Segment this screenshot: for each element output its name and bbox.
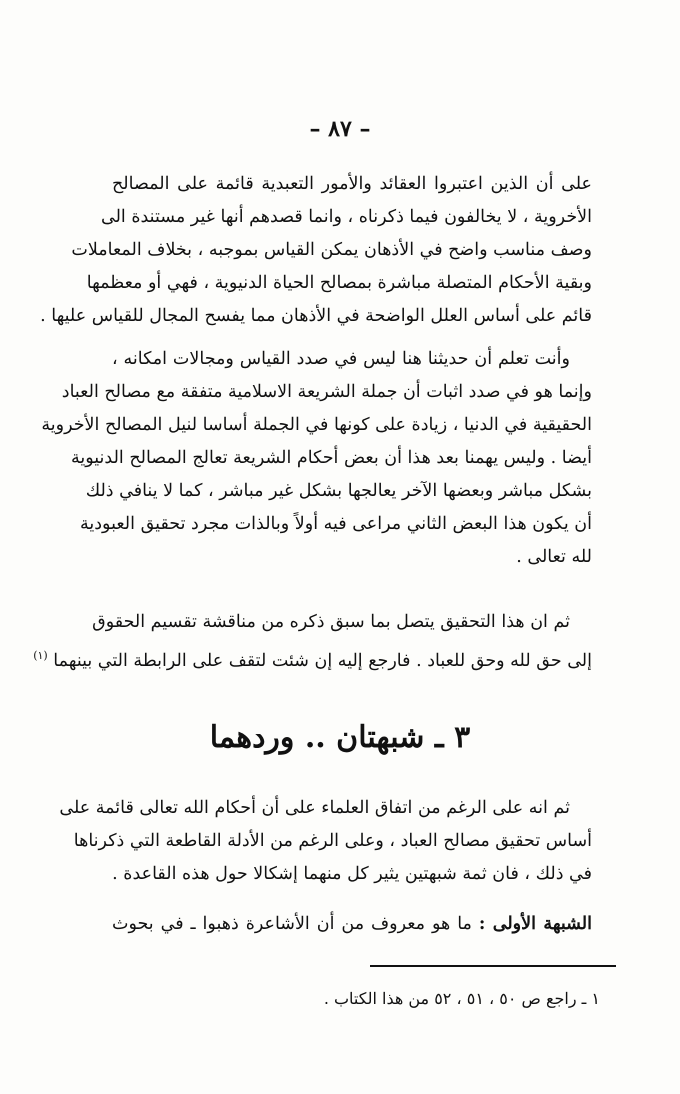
text-line: وأنت تعلم أن حديثنا هنا ليس في صدد القياس ومجالات امكانه ، (112, 349, 570, 369)
paragraph-3 (33, 606, 592, 672)
paragraph-1 (40, 168, 592, 333)
text-line: ثم ان هذا التحقيق يتصل بما سبق ذكره من مناقشة تقسيم الحقوق (92, 612, 570, 632)
footnote-marker[interactable]: (١) (33, 649, 48, 662)
text-line: قائم على أساس العلل الواضحة في الأذهان مما يفسح المجال للقياس عليها . (40, 306, 592, 326)
text-line: أساس تحقيق مصالح العباد ، وعلى الرغم من الأدلة القاطعة التي ذكرناها (73, 831, 592, 851)
text-line: وبقية الأحكام المتصلة مباشرة بمصالح الحياة الدنيوية ، فهي أو معظمها (86, 273, 592, 293)
doubt-label: الشبهة الأولى : (478, 914, 592, 934)
text-line: لله تعالى . (516, 547, 592, 567)
text-line: وصف مناسب واضح في الأذهان يمكن القياس بموجبه ، بخلاف المعاملات (71, 240, 592, 260)
text-line (33, 639, 592, 672)
text-line: في ذلك ، فان ثمة شبهتين يثير كل منهما إشكالا حول هذه القاعدة . (112, 864, 592, 884)
paragraph-2 (41, 343, 592, 574)
section-heading: ٣ ـ شبهتان .. وردهما (209, 720, 471, 755)
footnote: ١ ـ راجع ص ٥٠ ، ٥١ ، ٥٢ من هذا الكتاب . (323, 989, 600, 1008)
text-line (112, 908, 592, 941)
line-text: ما هو معروف من أن الأشاعرة ذهبوا ـ في بحوث (112, 914, 472, 934)
text-line: الحقيقية في الدنيا ، زيادة على كونها في الجملة أساسا لنيل المصالح الأخروية (41, 415, 592, 435)
text-line: بشكل مباشر وبعضها الآخر يعالجها بشكل غير مباشر ، كما لا ينافي ذلك (85, 481, 592, 501)
text-line: أن يكون هذا البعض الثاني مراعى فيه أولاً وبالذات مجرد تحقيق العبودية (80, 514, 592, 534)
paragraph-5 (112, 908, 592, 941)
text-line: وإنما هو في صدد اثبات أن جملة الشريعة الاسلامية متفقة مع مصالح العباد (61, 382, 592, 402)
footnote-divider (370, 965, 616, 967)
line-text: إلى حق لله وحق للعباد . فارجع إليه إن شئت لتقف على الرابطة التي بينهما (53, 650, 592, 671)
text-line: على أن الذين اعتبروا العقائد والأمور التعبدية قائمة على المصالح (112, 174, 592, 194)
text-line: ثم انه على الرغم من اتفاق العلماء على أن أحكام الله تعالى قائمة على (59, 798, 570, 818)
page-number: – ٨٧ – (309, 116, 371, 142)
text-line: الأخروية ، لا يخالفون فيما ذكرناه ، وانما قصدهم أنها غير مستندة الى (100, 207, 592, 227)
text-line: أيضا . وليس يهمنا بعد هذا أن بعض أحكام الشريعة تعالج المصالح الدنيوية (70, 448, 592, 468)
paragraph-4 (59, 792, 592, 891)
